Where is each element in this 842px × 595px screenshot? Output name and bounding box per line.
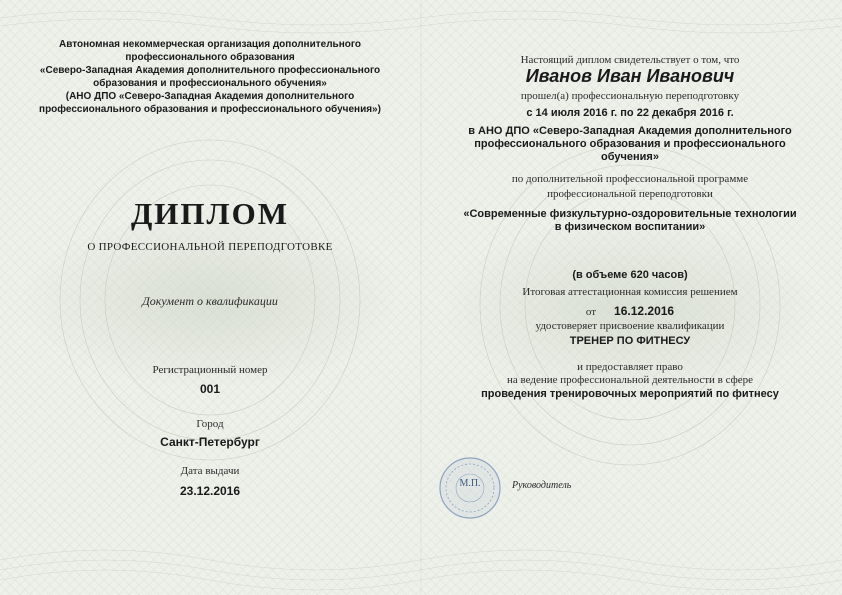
intro-text: Настоящий диплом свидетельствует о том, что: [520, 54, 740, 66]
institution-line: в АНО ДПО «Северо-Западная Академия дополнительного: [468, 125, 792, 137]
program-line: профессиональной переподготовки: [547, 188, 713, 200]
issue-date-label: Дата выдачи: [180, 465, 240, 477]
city-value: Санкт-Петербург: [160, 435, 260, 449]
org-line: «Северо-Западная Академия дополнительного профессионального: [39, 65, 381, 76]
registration-number-value: 001: [199, 382, 221, 396]
org-line: (АНО ДПО «Северо-Западная Академия дополнительного: [65, 91, 355, 102]
program-line: по дополнительной профессиональной программе: [511, 173, 749, 185]
head-signature-label: Руководитель: [512, 480, 572, 491]
org-line: образования и профессионального обучения»: [93, 78, 327, 89]
stamp-label: М.П.: [459, 478, 481, 489]
program-description: [440, 172, 820, 202]
program-title: [440, 208, 820, 234]
program-title-line: «Современные физкультурно-оздоровительные технологии: [463, 208, 797, 220]
program-hours: (в объеме 620 часов): [572, 269, 688, 281]
document-type-note: Документ о квалификации: [142, 294, 278, 308]
diploma-subtitle: О ПРОФЕССИОНАЛЬНОЙ ПЕРЕПОДГОТОВКЕ: [87, 241, 333, 253]
city-label: Город: [196, 418, 224, 430]
diploma-title: ДИПЛОМ: [130, 196, 290, 231]
commission-text: Итоговая аттестационная комиссия решением: [522, 286, 738, 298]
registration-number-label: Регистрационный номер: [152, 364, 268, 376]
training-period: с 14 июля 2016 г. по 22 декабря 2016 г.: [526, 107, 734, 119]
org-line: профессионального образования и профессионального обучения»): [39, 104, 381, 115]
rights-line: на ведение профессиональной деятельности в сфере: [506, 374, 754, 386]
rights-line: и предоставляет право: [577, 361, 683, 373]
decision-date-row: [440, 302, 820, 320]
decision-date: 16.12.2016: [614, 304, 675, 318]
certifies-text: удостоверяет присвоение квалификации: [535, 320, 725, 332]
org-line: профессионального образования: [125, 52, 295, 63]
activity-field: проведения тренировочных мероприятий по фитнесу: [481, 388, 779, 400]
issue-date-value: 23.12.2016: [179, 484, 241, 498]
passed-text: прошел(а) профессиональную переподготовку: [520, 90, 740, 102]
institution: [440, 125, 820, 164]
program-title-line: в физическом воспитании»: [554, 221, 706, 233]
institution-line: профессионального образования и профессионального: [474, 138, 786, 150]
graduate-name: Иванов Иван Иванович: [525, 66, 735, 86]
qualification: ТРЕНЕР ПО ФИТНЕСУ: [569, 335, 691, 347]
rights-text: [440, 361, 820, 387]
from-label: от: [585, 306, 597, 318]
institution-line: обучения»: [601, 151, 659, 163]
issuer-organization: [20, 38, 400, 116]
org-line: Автономная некоммерческая организация дополнительного: [59, 39, 361, 50]
